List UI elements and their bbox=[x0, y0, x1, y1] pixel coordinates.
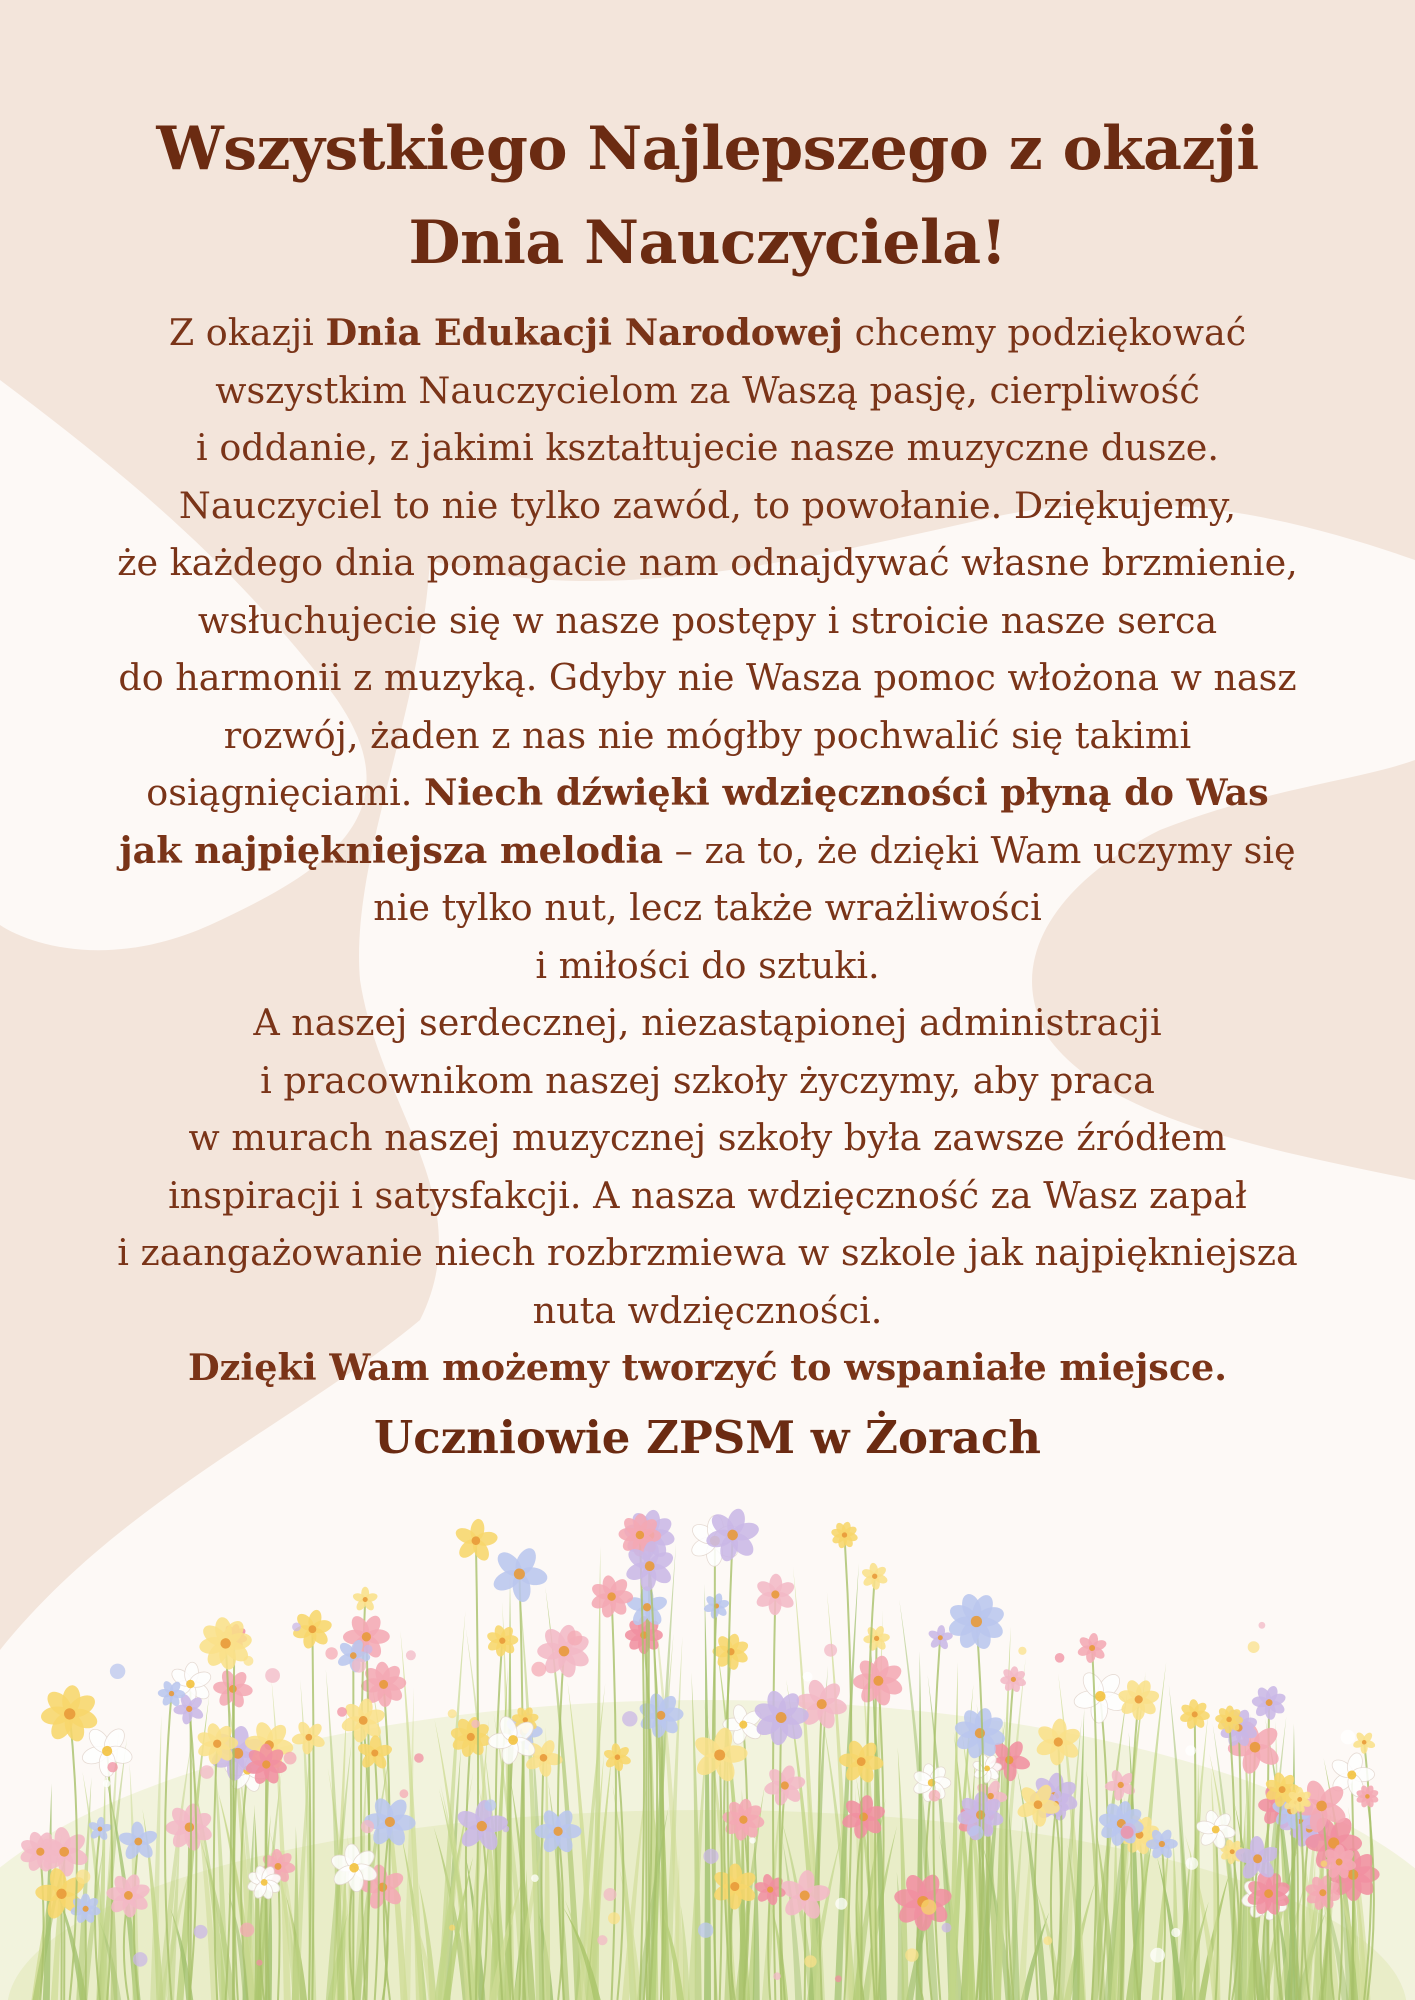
body-line: nuta wdzięczności. bbox=[532, 1288, 883, 1332]
title-line-1: Wszystkiego Najlepszego z okazji bbox=[156, 114, 1259, 184]
body-line: w murach naszej muzycznej szkoły była zawsze źródłem bbox=[188, 1116, 1227, 1159]
emphasis-text: Dnia Edukacji Narodowej bbox=[325, 311, 843, 354]
emphasis-text: jak najpiękniejsza melodia bbox=[119, 828, 664, 872]
title-line-2: Dnia Nauczyciela! bbox=[408, 208, 1007, 278]
body-line: inspiracji i satysfakcji. A nasza wdzięczność za Wasz zapał bbox=[168, 1173, 1247, 1217]
closing-line: Dzięki Wam możemy tworzyć to wspaniałe miejsce. bbox=[187, 1346, 1227, 1389]
body-line: rozwój, żaden z nas nie mógłby pochwalić się takimi bbox=[223, 713, 1192, 757]
body-line: nie tylko nut, lecz także wrażliwości bbox=[373, 886, 1042, 929]
greeting-card bbox=[40, 102, 1375, 1473]
body-line: i miłości do sztuki. bbox=[535, 943, 880, 987]
body-line: jak najpiękniejsza melodia – za to, że dzięki Wam uczymy się bbox=[119, 828, 1296, 872]
page-title bbox=[40, 102, 1375, 290]
emphasis-text: Niech dźwięki wdzięczności płyną do Was bbox=[423, 771, 1269, 814]
body-line: i pracownikom naszej szkoły życzymy, aby praca bbox=[260, 1058, 1155, 1102]
message-body bbox=[40, 304, 1375, 1397]
body-line: że każdego dnia pomagacie nam odnajdywać własne brzmienie, bbox=[117, 541, 1298, 584]
body-line: wsłuchujecie się w nasze postępy i stroicie nasze serca bbox=[197, 598, 1218, 642]
body-line: osiągnięciami. Niech dźwięki wdzięczności płyną do Was bbox=[146, 771, 1269, 814]
body-line: do harmonii z muzyką. Gdyby nie Wasza pomoc włożona w nasz bbox=[118, 656, 1297, 699]
body-line: wszystkim Nauczycielom za Waszą pasję, cierpliwość bbox=[215, 368, 1200, 412]
body-line: i oddanie, z jakimi kształtujecie nasze muzyczne dusze. bbox=[196, 426, 1219, 469]
body-line: Z okazji Dnia Edukacji Narodowej chcemy podziękować bbox=[168, 311, 1247, 354]
body-line: i zaangażowanie niech rozbrzmiewa w szkole jak najpiękniejsza bbox=[117, 1231, 1298, 1274]
body-line: A naszej serdecznej, niezastąpionej administracji bbox=[253, 1001, 1162, 1044]
body-line: Nauczyciel to nie tylko zawód, to powołanie. Dziękujemy, bbox=[178, 483, 1237, 527]
signature: Uczniowie ZPSM w Żorach bbox=[373, 1410, 1042, 1464]
